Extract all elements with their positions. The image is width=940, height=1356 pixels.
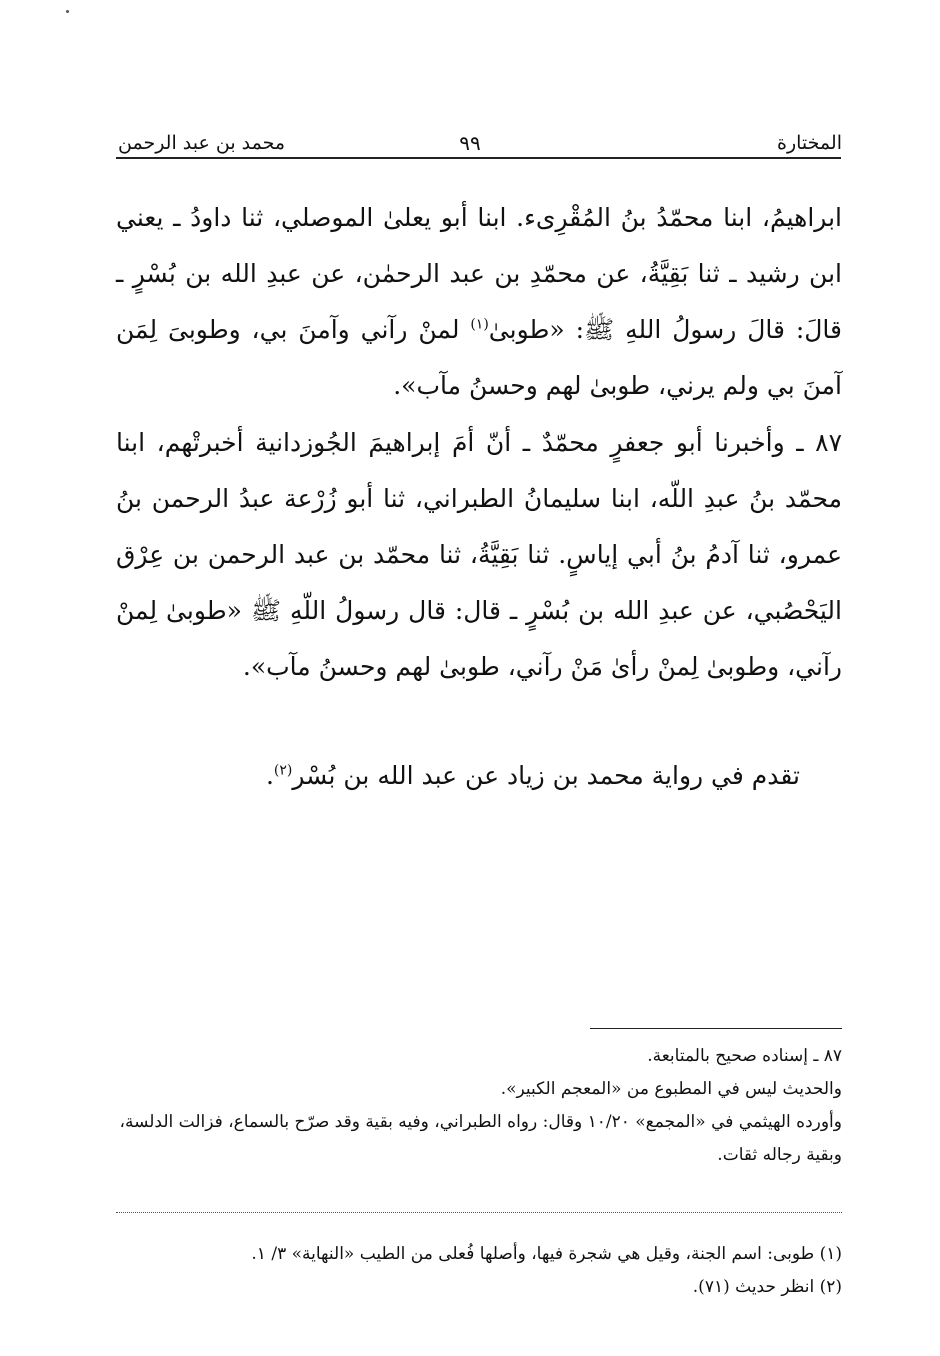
footnote-note-2: (٢) انظر حديث (٧١). [692,1277,842,1297]
footnote-87-line-2: والحديث ليس في المطبوع من «المعجم الكبير». [500,1079,842,1099]
footnote-dotted-separator [116,1212,842,1213]
scan-dot [66,10,69,13]
running-head-section-title: محمد بن عبد الرحمن [118,132,286,154]
paragraph-2-hadith-87 [116,415,842,695]
footnote-note-1: (١) طوبى: اسم الجنة، وقيل هي شجرة فيها، وأصلها فُعلى من الطيب «النهاية» ٣/ ١. [251,1244,842,1264]
header-rule [116,157,841,159]
footnote-separator [590,1028,842,1029]
footnote-87-line-1: ٨٧ ـ إسناده صحيح بالمتابعة. [647,1046,842,1066]
footnote-block-marginal [116,1238,842,1304]
paragraph-2-text: ٨٧ ـ وأخبرنا أبو جعفرٍ محمّدٌ ـ أنّ أمَ إبراهيمَ الجُوزدانية أخبرتْهم، ابنا محمّد بنُ عبدِ اللّه، ابنا سليمانُ الطبراني، ثنا أبو زُرْعة عبدُ الرحمن بنُ عمرو، ثنا آدمُ بنُ أبي إياسٍ. ثنا بَقِيَّةُ، ثنا محمّد بن عبد الرحمن بن عِرْق اليَحْصُبي، عن عبدِ الله بن بُسْرٍ ـ قال: قال رسولُ اللّهِ ﷺ «طوبىٰ لِمنْ رآني، وطوبىٰ لِمنْ رأىٰ مَنْ رآني، طوبىٰ لهم وحسنُ مآب». [116,428,842,681]
footnote-ref-1[interactable]: (١) [470,316,489,333]
paragraph-3-end: . [265,761,274,790]
running-head-book-title: المختارة [777,132,842,154]
footnote-ref-2[interactable]: (٢) [273,762,293,779]
paragraph-1 [116,190,842,414]
page-number: ٩٩ [459,131,481,155]
paragraph-1-text-b: لمنْ رآني وآمنَ بي، وطوبىَ لِمَن آمنَ بي ولم يرني، طوبىٰ لهم وحسنُ مآب». [116,315,842,400]
paragraph-1-text-a: ابراهيمُ، ابنا محمّدُ بنُ المُقْرِىء. ابنا أبو يعلىٰ الموصلي، ثنا داودُ ـ يعني ابن رشيد ـ ثنا بَقِيَّةُ، عن محمّدِ بن عبد الرحمٰن، عن عبدِ الله بن بُسْرٍ ـ قالَ: قالَ رسولُ اللهِ ﷺ: «طوبىٰ [116,203,842,344]
footnote-87-line-3: وأورده الهيثمي في «المجمع» ١٠/٢٠ وقال: رواه الطبراني، وفيه بقية وقد صرّح بالسماع، فزالت الدلسة، وبقية رجاله ثقات. [119,1112,842,1165]
paragraph-3-text: تقدم في رواية محمد بن زياد عن عبد الله بن بُسْر [292,761,800,790]
footnote-block-87 [116,1040,842,1172]
paragraph-3 [266,748,800,804]
